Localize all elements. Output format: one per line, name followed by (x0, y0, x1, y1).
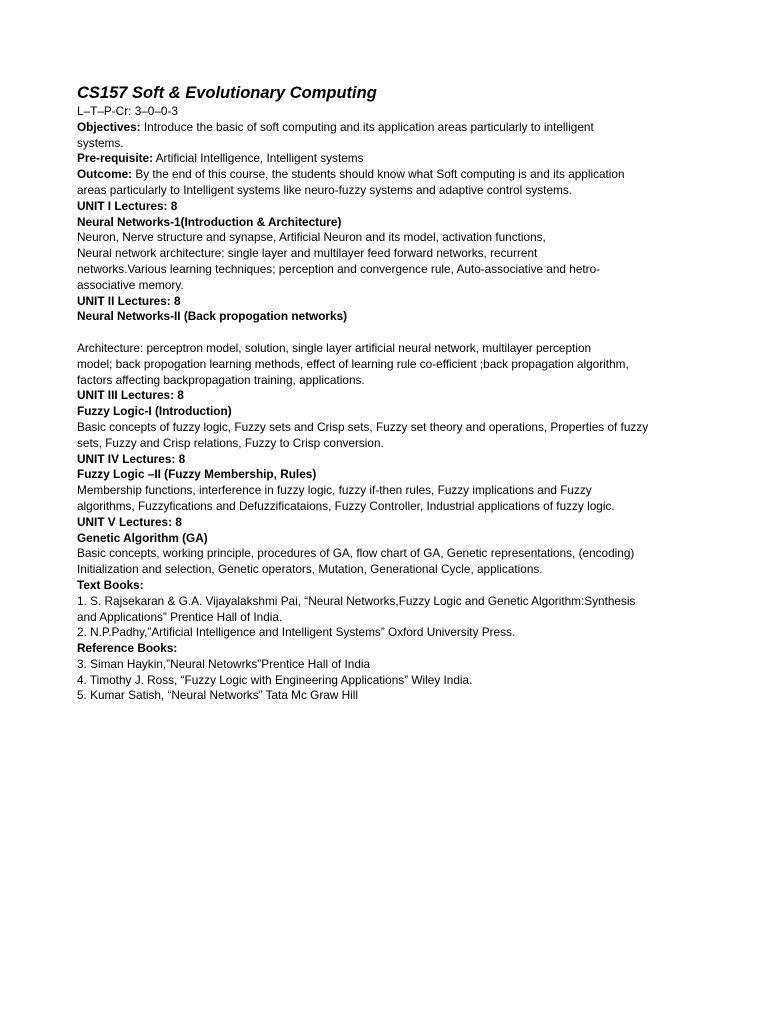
unit2-title: Neural Networks-II (Back propogation networks) (77, 309, 348, 324)
unit1-line: Neuron, Nerve structure and synapse, Artificial Neuron and its model, activation functions, (77, 230, 546, 245)
reference-line: 3. Siman Haykin,”Neural Netowrks”Prentice Hall of India (77, 656, 371, 671)
unit1-line: Neural network architecture: single layer and multilayer feed forward networks, recurrent (77, 246, 538, 261)
unit3-heading: UNIT III Lectures: 8 (77, 388, 184, 403)
unit2-line: factors affecting backpropagation training, applications. (77, 372, 365, 387)
prerequisite-text: Artificial Intelligence, Intelligent systems (153, 151, 364, 166)
unit1-line: associative memory. (77, 277, 184, 292)
textbooks-heading: Text Books: (77, 577, 144, 592)
unit3-line: Basic concepts of fuzzy logic, Fuzzy sets and Crisp sets, Fuzzy set theory and operations, Properties of fuzzy (77, 419, 649, 434)
outcome-text: By the end of this course, the students should know what Soft computing is and its application (132, 167, 625, 182)
unit3-title: Fuzzy Logic-I (Introduction) (77, 404, 232, 419)
outcome-label: Outcome: (77, 167, 133, 182)
course-title: CS157 Soft & Evolutionary Computing (77, 84, 377, 102)
objectives-text: Introduce the basic of soft computing and its application areas particularly to intelligent (140, 119, 594, 134)
reference-line: 4. Timothy J. Ross, “Fuzzy Logic with Engineering Applications” Wiley India. (77, 672, 473, 687)
objectives-line-1 (77, 120, 717, 136)
textbook-line: and Applications” Prentice Hall of India. (77, 609, 283, 624)
unit4-heading: UNIT IV Lectures: 8 (77, 451, 186, 466)
unit1-line: networks.Various learning techniques; perception and convergence rule, Auto-associative and hetro- (77, 261, 601, 276)
prerequisite-label: Pre-requisite: (77, 151, 154, 166)
unit4-line: algorithms, Fuzzyfications and Defuzzificataions, Fuzzy Controller, Industrial applications of fuzzy logic. (77, 498, 615, 513)
unit5-line: Basic concepts, working principle, procedures of GA, flow chart of GA, Genetic representations, (encoding) (77, 546, 635, 561)
unit5-heading: UNIT V Lectures: 8 (77, 514, 182, 529)
unit2-line: model; back propogation learning methods, effect of learning rule co-efficient ;back propagation algorithm, (77, 356, 629, 371)
outcome-line-2: areas particularly to Intelligent systems like neuro-fuzzy systems and adaptive control systems. (77, 182, 573, 197)
unit1-title: Neural Networks-1(Introduction & Architecture) (77, 214, 342, 229)
unit4-title: Fuzzy Logic –II (Fuzzy Membership, Rules) (77, 467, 317, 482)
textbook-line: 1. S. Rajsekaran & G.A. Vijayalakshmi Pai, “Neural Networks,Fuzzy Logic and Genetic Algorithm:Synthesis (77, 593, 636, 608)
unit1-heading: UNIT I Lectures: 8 (77, 198, 178, 213)
objectives-line-2: systems. (77, 135, 124, 150)
reference-line: 5. Kumar Satish, “Neural Networks” Tata Mc Graw Hill (77, 688, 359, 703)
objectives-label: Objectives: (77, 119, 141, 134)
unit5-title: Genetic Algorithm (GA) (77, 530, 208, 545)
reference-books-heading: Reference Books: (77, 641, 178, 656)
outcome-line-1 (77, 167, 717, 183)
blank-line (77, 325, 717, 341)
unit2-heading: UNIT II Lectures: 8 (77, 293, 181, 308)
syllabus-document (77, 82, 717, 704)
prerequisite-line (77, 151, 717, 167)
textbook-line: 2. N.P.Padhy,”Artificial Intelligence and Intelligent Systems” Oxford University Press. (77, 625, 516, 640)
unit5-line: Initialization and selection, Genetic operators, Mutation, Generational Cycle, applications. (77, 562, 543, 577)
unit3-line: sets, Fuzzy and Crisp relations, Fuzzy to Crisp conversion. (77, 435, 384, 450)
ltpc-line: L–T–P-Cr: 3–0–0-3 (77, 104, 178, 118)
unit4-line: Membership functions, interference in fuzzy logic, fuzzy if-then rules, Fuzzy implications and Fuzzy (77, 483, 592, 498)
unit2-line: Architecture: perceptron model, solution, single layer artificial neural network, multilayer perception (77, 340, 592, 355)
